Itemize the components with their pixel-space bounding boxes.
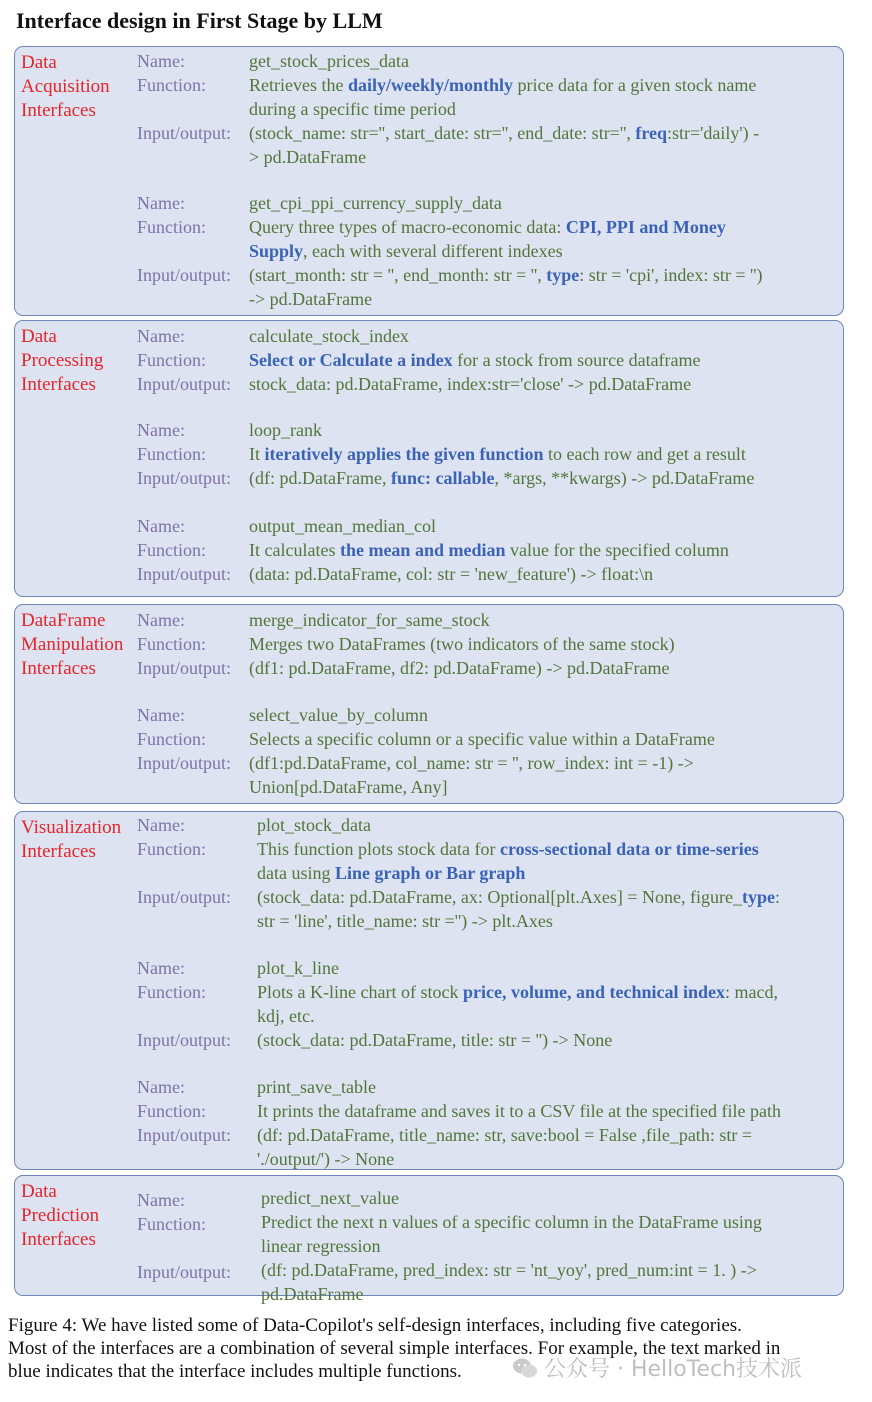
- text-segment: Predict the next n values of a specific column in the DataFrame using: [261, 1212, 762, 1232]
- name-label: Name:: [137, 516, 185, 536]
- highlighted-text: func: callable: [390, 468, 495, 488]
- text-segment: pd.DataFrame: [261, 1284, 364, 1304]
- highlighted-text: freq: [635, 123, 667, 143]
- interface-category-box: [14, 1175, 844, 1304]
- interface-name: output_mean_median_col: [249, 516, 436, 536]
- text-segment: It: [249, 444, 265, 464]
- interface-category-box: [14, 604, 844, 804]
- io-signature: [249, 263, 763, 287]
- function-description: [249, 348, 701, 372]
- io-label: Input/output:: [137, 1262, 231, 1282]
- function-label: Function:: [137, 634, 207, 654]
- text-segment: This function plots stock data for: [257, 839, 500, 859]
- text-segment: , *args, **kwargs) -> pd.DataFrame: [494, 468, 755, 488]
- text-segment: (df: pd.DataFrame,: [249, 468, 391, 488]
- category-label-line: Visualization: [21, 817, 122, 838]
- interface-name: print_save_table: [257, 1077, 376, 1097]
- text-segment: It prints the dataframe and saves it to a CSV file at the specified file path: [257, 1101, 782, 1121]
- io-label: Input/output:: [137, 265, 231, 285]
- text-segment: It calculates: [249, 540, 340, 560]
- name-label: Name:: [137, 815, 185, 835]
- interface-name: merge_indicator_for_same_stock: [249, 610, 490, 630]
- function-description: [249, 727, 715, 751]
- function-description: [249, 73, 756, 97]
- function-description: [249, 215, 726, 239]
- function-label: Function:: [137, 729, 207, 749]
- category-label-line: Prediction: [21, 1205, 100, 1226]
- name-label: Name:: [137, 1077, 185, 1097]
- text-segment: (stock_name: str='', start_date: str='', end_date: str='',: [249, 123, 636, 143]
- io-signature: [249, 372, 691, 396]
- text-segment: './output/') -> None: [257, 1149, 395, 1169]
- function-description: [257, 1004, 314, 1028]
- function-description: [249, 442, 746, 466]
- category-label-line: Interfaces: [21, 1229, 96, 1250]
- text-segment: (df1: pd.DataFrame, df2: pd.DataFrame) -> pd.DataFrame: [249, 658, 670, 678]
- io-label: Input/output:: [137, 123, 231, 143]
- category-label-line: Interfaces: [21, 100, 96, 121]
- io-label: Input/output:: [137, 753, 231, 773]
- io-signature: [249, 145, 366, 169]
- interface-name: loop_rank: [249, 420, 322, 440]
- io-label: Input/output:: [137, 658, 231, 678]
- text-segment: (df1:pd.DataFrame, col_name: str = '', row_index: int = -1) ->: [249, 753, 694, 773]
- function-description: [257, 861, 525, 885]
- name-label: Name:: [137, 705, 185, 725]
- category-label-line: Interfaces: [21, 374, 96, 395]
- text-segment: data using: [257, 863, 335, 883]
- name-label: Name:: [137, 193, 185, 213]
- function-description: [257, 980, 778, 1004]
- highlighted-text: daily/weekly/monthly: [347, 75, 513, 95]
- io-signature: [257, 1028, 612, 1052]
- highlighted-text: type: [546, 265, 580, 285]
- function-label: Function:: [137, 839, 207, 859]
- function-label: Function:: [137, 540, 207, 560]
- io-label: Input/output:: [137, 564, 231, 584]
- text-segment: (start_month: str = '', end_month: str = '',: [249, 265, 547, 285]
- function-description: [249, 632, 675, 656]
- function-label: Function:: [137, 982, 207, 1002]
- text-segment: : macd,: [724, 982, 778, 1002]
- io-label: Input/output:: [137, 887, 231, 907]
- text-segment: kdj, etc.: [257, 1006, 315, 1026]
- category-label-line: Acquisition: [21, 76, 110, 97]
- text-segment: during a specific time period: [249, 99, 456, 119]
- category-label: [21, 816, 121, 864]
- function-description: [257, 1099, 781, 1123]
- interface-name: plot_k_line: [257, 958, 339, 978]
- interface-category-box: [14, 46, 844, 316]
- io-signature: [249, 121, 759, 145]
- function-label: Function:: [137, 350, 207, 370]
- text-segment: for a stock from source dataframe: [452, 350, 701, 370]
- text-segment: str = 'line', title_name: str ='') -> plt.Axes: [257, 911, 553, 931]
- highlighted-text: CPI, PPI and Money: [565, 217, 726, 237]
- watermark: [512, 1352, 802, 1383]
- name-label: Name:: [137, 420, 185, 440]
- io-signature: [249, 562, 653, 586]
- text-segment: value for the specified column: [505, 540, 729, 560]
- category-label-line: Interfaces: [21, 658, 96, 679]
- function-description: [249, 97, 456, 121]
- function-label: Function:: [137, 75, 207, 95]
- function-label: Function:: [137, 217, 207, 237]
- interface-name: select_value_by_column: [249, 705, 428, 725]
- name-label: Name:: [137, 1190, 185, 1210]
- function-description: [261, 1210, 762, 1234]
- category-label-line: Interfaces: [21, 841, 96, 862]
- page-title: Interface design in First Stage by LLM: [16, 8, 383, 33]
- text-segment: stock_data: pd.DataFrame, index:str='close' -> pd.DataFrame: [249, 374, 692, 394]
- category-label: [21, 1180, 99, 1252]
- function-description: [249, 538, 729, 562]
- io-label: Input/output:: [137, 1030, 231, 1050]
- text-segment: price data for a given stock name: [512, 75, 757, 95]
- highlighted-text: Select or Calculate a index: [249, 350, 453, 370]
- text-segment: -> pd.DataFrame: [249, 289, 373, 309]
- name-label: Name:: [137, 326, 185, 346]
- text-segment: Merges two DataFrames (two indicators of the same stock): [249, 634, 675, 654]
- highlighted-text: Supply: [249, 241, 304, 261]
- highlighted-text: price, volume, and technical index: [462, 982, 725, 1002]
- interface-name: get_cpi_ppi_currency_supply_data: [249, 193, 502, 213]
- highlighted-text: the mean and median: [339, 540, 506, 560]
- wechat-icon: [512, 1357, 538, 1379]
- text-segment: :: [775, 887, 781, 907]
- highlighted-text: Line graph or Bar graph: [335, 863, 526, 883]
- interface-name: predict_next_value: [261, 1188, 399, 1208]
- function-label: Function:: [137, 1214, 207, 1234]
- text-segment: : str = 'cpi', index: str = ''): [579, 265, 763, 285]
- category-label-line: Processing: [21, 350, 104, 371]
- text-segment: (df: pd.DataFrame, title_name: str, save:bool = False ,file_path: str =: [257, 1125, 752, 1145]
- text-segment: to each row and get a result: [543, 444, 746, 464]
- interface-name: plot_stock_data: [257, 815, 371, 835]
- caption-line: Figure 4: We have listed some of Data-Copilot's self-design interfaces, including five categories.: [8, 1315, 742, 1336]
- highlighted-text: iteratively applies the given function: [264, 444, 544, 464]
- io-signature: [261, 1282, 363, 1306]
- category-label: [21, 609, 123, 681]
- highlighted-text: type: [742, 887, 776, 907]
- io-label: Input/output:: [137, 1125, 231, 1145]
- text-segment: (df: pd.DataFrame, pred_index: str = 'nt_yoy', pred_num:int = 1. ) ->: [261, 1260, 757, 1280]
- text-segment: Query three types of macro-economic data:: [249, 217, 566, 237]
- text-segment: Plots a K-line chart of stock: [257, 982, 463, 1002]
- name-label: Name:: [137, 610, 185, 630]
- io-signature: [249, 656, 670, 680]
- category-label-line: DataFrame: [21, 610, 106, 631]
- io-signature: [249, 775, 447, 799]
- caption-line: blue indicates that the interface includes multiple functions.: [8, 1361, 462, 1382]
- text-segment: , each with several different indexes: [303, 241, 563, 261]
- io-label: Input/output:: [137, 468, 231, 488]
- highlighted-text: cross-sectional data or time-series: [499, 839, 759, 859]
- category-label-line: Data: [21, 1181, 57, 1202]
- io-signature: [257, 1123, 752, 1147]
- text-segment: Union[pd.DataFrame, Any]: [249, 777, 448, 797]
- category-label-line: Manipulation: [21, 634, 124, 655]
- io-signature: [249, 287, 372, 311]
- text-segment: Selects a specific column or a specific value within a DataFrame: [249, 729, 715, 749]
- text-segment: :str='daily') -: [667, 123, 760, 143]
- io-signature: [257, 909, 553, 933]
- text-segment: (data: pd.DataFrame, col: str = 'new_feature') -> float:\n: [249, 564, 654, 584]
- text-segment: Retrieves the: [249, 75, 348, 95]
- category-label-line: Data: [21, 326, 57, 347]
- io-signature: [261, 1258, 757, 1282]
- interface-name: calculate_stock_index: [249, 326, 409, 346]
- name-label: Name:: [137, 51, 185, 71]
- io-label: Input/output:: [137, 374, 231, 394]
- interface-name: get_stock_prices_data: [249, 51, 409, 71]
- name-label: Name:: [137, 958, 185, 978]
- io-signature: [257, 885, 780, 909]
- function-description: [249, 239, 563, 263]
- category-label: [21, 51, 110, 123]
- function-description: [257, 837, 759, 861]
- io-signature: [257, 1147, 394, 1171]
- caption-line: Most of the interfaces are a combination of several simple interfaces. For example, the text marked in: [8, 1338, 781, 1359]
- category-label: [21, 325, 103, 397]
- io-signature: [249, 751, 694, 775]
- watermark-text: 公众号 · HelloTech技术派: [544, 1357, 803, 1382]
- interface-category-box: [14, 811, 844, 1170]
- io-signature: [249, 466, 754, 490]
- function-label: Function:: [137, 1101, 207, 1121]
- text-segment: (stock_data: pd.DataFrame, title: str = '') -> None: [257, 1030, 613, 1050]
- category-label-line: Data: [21, 52, 57, 73]
- text-segment: linear regression: [261, 1236, 381, 1256]
- interface-category-box: [14, 320, 844, 597]
- text-segment: > pd.DataFrame: [249, 147, 367, 167]
- function-label: Function:: [137, 444, 207, 464]
- text-segment: (stock_data: pd.DataFrame, ax: Optional[plt.Axes] = None, figure_: [257, 887, 743, 907]
- function-description: [261, 1234, 380, 1258]
